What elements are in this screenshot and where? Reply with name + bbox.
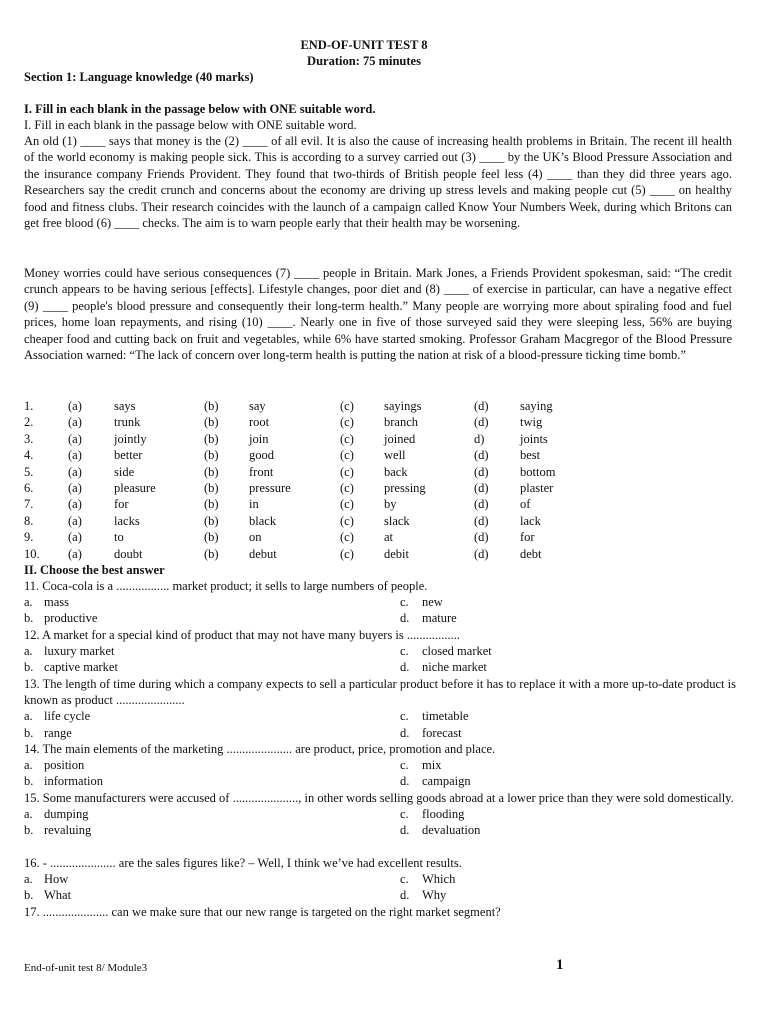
answer-option-cv: closed market [422, 644, 492, 659]
answer-option-dv: niche market [422, 660, 487, 675]
option-cell-n: 2. [24, 415, 34, 430]
question-text: 13. The length of time during which a company expects to sell a particular product before it has to replace it with a more up-to-date product is known as product ...................... [24, 677, 736, 708]
answer-option-d: d. [400, 725, 410, 740]
option-cell-dv: debt [520, 546, 542, 561]
option-cell-c: (c) [340, 464, 354, 479]
answer-option-dv: campaign [422, 774, 471, 789]
answer-options-row [24, 725, 736, 741]
option-cell-n: 1. [24, 399, 34, 413]
answer-option-dv: devaluation [422, 823, 481, 838]
option-cell-d: d) [474, 431, 485, 446]
option-cell-dv: bottom [520, 464, 556, 479]
option-cell-n: 6. [24, 480, 34, 495]
passage-paragraph-2: Money worries could have serious consequences (7) ____ people in Britain. Mark Jones, a Friends Provident spokesman, said: “The credit crunch appears to be having serious [effects]. Lifestyle changes, poor diet and (8) ____ of exercise in particular, can have a negative effect (9) ____ people's blood pressure and consequently their long-term health.” Many people are worrying more about spiraling food and fuel prices, home loan repayments, and rising (10) ____. Nearly one in five of those surveyed said they were sleeping less, 56% are buying cheaper food and cutting back on fruit and vegetables, while 6% have started smoking. Professor Graham Macgregor of the Blood Pressure Association warned: “The lack of concern over long-term health is putting the nation at risk of a blood-pressure ticking time bomb.” [24, 266, 732, 363]
option-cell-c: (c) [340, 530, 354, 545]
answer-option-b: b. [24, 888, 34, 903]
answer-option-d: d. [400, 660, 410, 675]
question-text: 14. The main elements of the marketing ..................... are product, price, promotion and place. [24, 742, 496, 756]
option-cell-b: (b) [204, 464, 219, 479]
option-cell-av: side [114, 464, 135, 479]
question-text: 15. Some manufacturers were accused of ....................., in other words selling goods abroad at a lower price than they were sold domestically. [24, 791, 734, 805]
option-cell-dv: joints [520, 431, 548, 446]
option-cell-b: (b) [204, 497, 219, 512]
option-cell-bv: front [249, 464, 274, 479]
answer-option-bv: What [44, 888, 72, 903]
answer-option-cv: new [422, 595, 443, 610]
question-block [24, 855, 736, 904]
question-text: 16. - ..................... are the sales figures like? – Well, I think we’ve had excellent results. [24, 856, 462, 870]
option-cell-n: 9. [24, 530, 34, 545]
answer-options-row [24, 594, 736, 610]
option-cell-n: 7. [24, 497, 34, 512]
option-cell-bv: black [249, 513, 277, 528]
option-cell-d: (d) [474, 530, 489, 545]
option-cell-c: (c) [340, 546, 354, 561]
option-cell-b: (b) [204, 513, 219, 528]
footer-text: End-of-unit test 8/ Module3 [24, 962, 148, 974]
answer-option-d: d. [400, 611, 410, 626]
option-cell-c: (c) [340, 399, 354, 413]
option-cell-cv: by [384, 497, 397, 512]
option-cell-n: 8. [24, 513, 34, 528]
option-cell-dv: for [520, 530, 535, 545]
option-cell-b: (b) [204, 530, 219, 545]
option-cell-c: (c) [340, 431, 354, 446]
answer-options-row [24, 659, 736, 675]
option-cell-a: (a) [68, 415, 82, 430]
option-cell-dv: twig [520, 415, 543, 430]
option-cell-av: to [114, 530, 124, 545]
passage-paragraph-1: An old (1) ____ says that money is the (2) ____ of all evil. It is also the cause of increasing health problems in Britain. The recent ill health of the world economy is making people sick. This is according to a survey carried out (3) ____ by the UK’s Blood Pressure Association and the insurance company Friends Provident. They found that two-thirds of British people feel less (4) ____ than they did three years ago. Researchers say the credit crunch and concerns about the economy are driving up stress levels and making people cut (5) ____ on healthy food and fitness clubs. Their research coincides with the launch of a campaign called Know Your Numbers Week, during which Britons can get free blood (6) ____ checks. The aim is to warn people early that their health may be worsening. [24, 134, 732, 231]
answer-option-dv: mature [422, 611, 457, 626]
option-cell-cv: debit [384, 546, 409, 561]
part2-heading: II. Choose the best answer [24, 563, 165, 577]
option-row [24, 529, 732, 545]
option-cell-bv: pressure [249, 480, 291, 495]
answer-option-d: d. [400, 774, 410, 789]
option-cell-bv: root [249, 415, 270, 430]
option-cell-b: (b) [204, 448, 219, 463]
answer-option-av: How [44, 872, 69, 887]
option-cell-dv: saying [520, 399, 553, 413]
option-cell-a: (a) [68, 497, 82, 512]
option-cell-av: pleasure [114, 480, 156, 495]
option-cell-d: (d) [474, 480, 489, 495]
answer-option-a: a. [24, 709, 33, 724]
option-cell-av: for [114, 497, 129, 512]
answer-option-c: c. [400, 644, 409, 659]
answer-options-row [24, 822, 736, 838]
option-cell-a: (a) [68, 464, 82, 479]
answer-options-row [24, 708, 736, 724]
question-text: 11. Coca-cola is a ................. market product; it sells to large numbers of people. [24, 579, 428, 593]
option-cell-d: (d) [474, 464, 489, 479]
answer-option-b: b. [24, 823, 34, 838]
answer-option-cv: mix [422, 758, 442, 773]
option-cell-cv: well [384, 448, 406, 463]
option-cell-av: doubt [114, 546, 143, 561]
question-block [24, 578, 736, 627]
option-cell-c: (c) [340, 497, 354, 512]
answer-option-cv: timetable [422, 709, 469, 724]
option-cell-d: (d) [474, 399, 489, 413]
option-row [24, 546, 732, 562]
answer-option-d: d. [400, 888, 410, 903]
option-cell-n: 3. [24, 431, 34, 446]
option-row [24, 431, 732, 447]
part1-options-table [24, 398, 732, 562]
option-cell-cv: back [384, 464, 408, 479]
option-cell-bv: on [249, 530, 262, 545]
option-cell-cv: pressing [384, 480, 426, 495]
option-cell-av: lacks [114, 513, 140, 528]
option-cell-d: (d) [474, 448, 489, 463]
option-cell-cv: branch [384, 415, 419, 430]
answer-option-a: a. [24, 595, 33, 610]
question-block [24, 790, 736, 839]
answer-option-b: b. [24, 660, 34, 675]
part1-heading: I. Fill in each blank in the passage below with ONE suitable word. [24, 102, 376, 116]
question-block [24, 741, 736, 790]
answer-option-bv: range [44, 725, 72, 740]
option-cell-c: (c) [340, 415, 354, 430]
answer-option-av: dumping [44, 807, 89, 822]
option-cell-n: 5. [24, 464, 34, 479]
question-text: 12. A market for a special kind of product that may not have many buyers is ................. [24, 628, 461, 642]
answer-option-bv: information [44, 774, 104, 789]
option-cell-dv: best [520, 448, 541, 463]
option-cell-cv: at [384, 530, 394, 545]
question-block [24, 676, 736, 741]
option-cell-cv: slack [384, 513, 410, 528]
option-cell-d: (d) [474, 497, 489, 512]
option-cell-cv: joined [384, 431, 416, 446]
option-cell-cv: sayings [384, 399, 422, 413]
option-row [24, 447, 732, 463]
test-duration: Duration: 75 minutes [307, 54, 421, 68]
option-cell-c: (c) [340, 448, 354, 463]
answer-option-av: luxury market [44, 644, 115, 659]
option-cell-bv: debut [249, 546, 277, 561]
option-row [24, 398, 732, 414]
option-row [24, 496, 732, 512]
answer-options-row [24, 610, 736, 626]
answer-option-c: c. [400, 758, 409, 773]
option-cell-av: better [114, 448, 143, 463]
answer-option-cv: flooding [422, 807, 465, 822]
answer-option-bv: productive [44, 611, 98, 626]
option-cell-b: (b) [204, 480, 219, 495]
option-cell-a: (a) [68, 530, 82, 545]
question-block [24, 627, 736, 676]
option-cell-d: (d) [474, 415, 489, 430]
answer-options-row [24, 871, 736, 887]
answer-option-av: life cycle [44, 709, 91, 724]
test-title: END-OF-UNIT TEST 8 [300, 38, 428, 52]
option-cell-av: jointly [114, 431, 147, 446]
answer-option-a: a. [24, 644, 33, 659]
option-row [24, 464, 732, 480]
answer-option-a: a. [24, 758, 33, 773]
option-cell-a: (a) [68, 448, 82, 463]
answer-option-dv: forecast [422, 725, 462, 740]
question-block [24, 904, 736, 920]
option-cell-bv: in [249, 497, 259, 512]
option-row [24, 414, 732, 430]
option-cell-a: (a) [68, 399, 82, 413]
option-cell-a: (a) [68, 546, 82, 561]
option-cell-av: says [114, 399, 136, 413]
answer-option-c: c. [400, 872, 409, 887]
answer-option-cv: Which [422, 872, 456, 887]
answer-options-row [24, 806, 736, 822]
page-number: 1 [556, 957, 564, 973]
option-cell-av: trunk [114, 415, 141, 430]
answer-option-bv: captive market [44, 660, 118, 675]
option-cell-d: (d) [474, 546, 489, 561]
option-cell-b: (b) [204, 415, 219, 430]
option-cell-c: (c) [340, 513, 354, 528]
answer-option-c: c. [400, 709, 409, 724]
option-row [24, 480, 732, 496]
answer-option-dv: Why [422, 888, 447, 903]
answer-option-b: b. [24, 725, 34, 740]
option-cell-dv: plaster [520, 480, 554, 495]
part1-instruction: I. Fill in each blank in the passage below with ONE suitable word. [24, 118, 357, 132]
answer-option-c: c. [400, 807, 409, 822]
answer-options-row [24, 757, 736, 773]
option-cell-a: (a) [68, 431, 82, 446]
answer-option-d: d. [400, 823, 410, 838]
answer-option-av: mass [44, 595, 69, 610]
answer-options-row [24, 643, 736, 659]
option-cell-n: 10. [24, 546, 40, 561]
option-cell-bv: say [249, 399, 266, 413]
option-cell-dv: lack [520, 513, 541, 528]
option-cell-b: (b) [204, 546, 219, 561]
question-text: 17. ..................... can we make sure that our new range is targeted on the right market segment? [24, 905, 501, 919]
option-cell-bv: good [249, 448, 274, 463]
answer-option-b: b. [24, 611, 34, 626]
option-cell-d: (d) [474, 513, 489, 528]
option-cell-n: 4. [24, 448, 34, 463]
answer-option-a: a. [24, 807, 33, 822]
answer-option-b: b. [24, 774, 34, 789]
option-cell-a: (a) [68, 513, 82, 528]
option-cell-dv: of [520, 497, 531, 512]
option-cell-c: (c) [340, 480, 354, 495]
option-cell-b: (b) [204, 431, 219, 446]
answer-options-row [24, 773, 736, 789]
answer-option-a: a. [24, 872, 33, 887]
option-row [24, 513, 732, 529]
answer-options-row [24, 887, 736, 903]
option-cell-bv: join [249, 431, 269, 446]
answer-option-bv: revaluing [44, 823, 92, 838]
section-heading: Section 1: Language knowledge (40 marks) [24, 70, 254, 84]
option-cell-a: (a) [68, 480, 82, 495]
option-cell-b: (b) [204, 399, 219, 413]
answer-option-av: position [44, 758, 85, 773]
answer-option-c: c. [400, 595, 409, 610]
